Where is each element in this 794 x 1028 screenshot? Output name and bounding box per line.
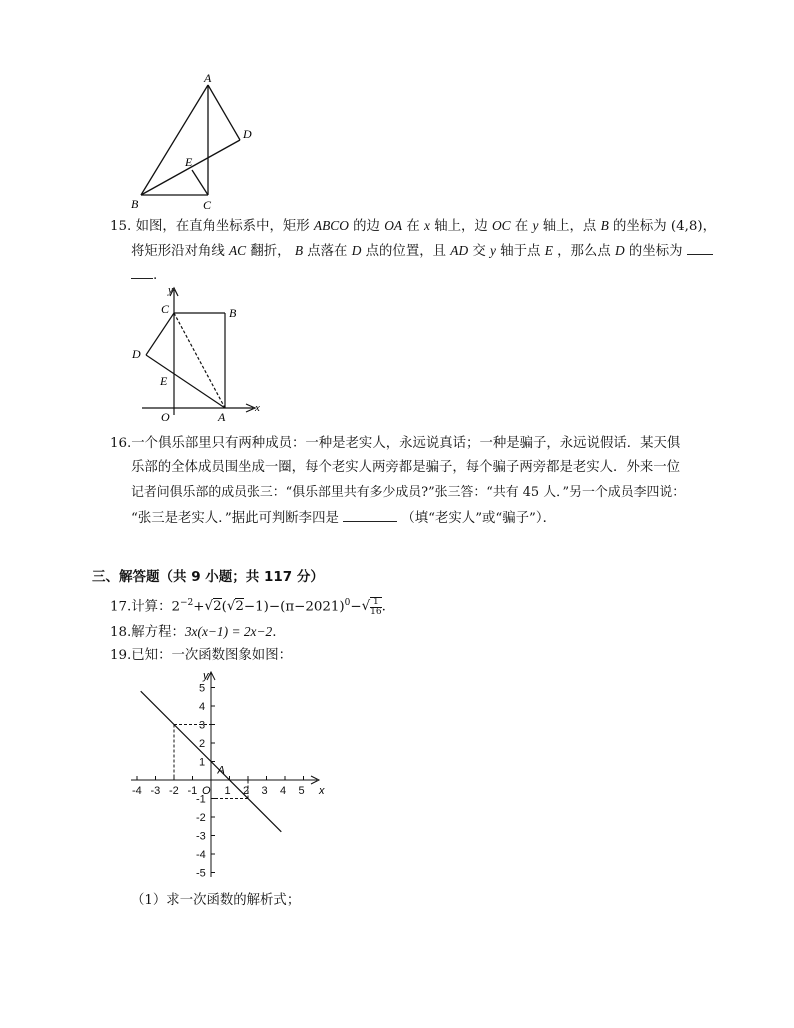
sqrt-symbol-2: √ bbox=[226, 598, 236, 614]
graph19-x-tick-label: 5 bbox=[298, 785, 305, 797]
q19-sub-1: （1）求一次函数的解析式； bbox=[131, 893, 301, 908]
figure-14 bbox=[125, 70, 265, 210]
fig15-label-a: A bbox=[218, 410, 226, 424]
fig15-label-x: x bbox=[255, 402, 260, 414]
graph19-y-tick-label: -5 bbox=[196, 867, 206, 880]
graph19-y-tick-label: 3 bbox=[199, 719, 206, 732]
q16-line-3: 记者问俱乐部的成员张三：“俱乐部里共有多少成员?”张三答：“共有 45 人．”另一个成员李四说： bbox=[131, 485, 686, 500]
graph19-x-label: x bbox=[319, 785, 325, 797]
graph19-x-tick-label: -1 bbox=[187, 785, 198, 797]
sqrt-symbol: √ bbox=[204, 598, 214, 614]
graph19-x-tick-label: -2 bbox=[169, 785, 179, 797]
fig15-label-b: B bbox=[229, 306, 237, 320]
graph19-x-tick-label: 4 bbox=[280, 785, 287, 797]
q16-line-4: “张三是老实人．”据此可判断李四是 （填“老实人”或“骗子”）． bbox=[131, 511, 556, 526]
graph19-y-tick-label: -2 bbox=[196, 812, 206, 824]
graph19-x-tick-label: -3 bbox=[150, 785, 161, 797]
figure-15 bbox=[128, 280, 268, 425]
graph19-y-label: y bbox=[203, 670, 209, 682]
q19: 19.已知：一次函数图象如图： bbox=[110, 648, 292, 663]
graph19-point-a-label: A bbox=[217, 764, 225, 777]
graph19-y-tick-label: 5 bbox=[199, 682, 206, 695]
graph-19 bbox=[125, 665, 335, 885]
graph19-x-tick-label: 2 bbox=[243, 785, 250, 797]
graph19-y-tick-label: 1 bbox=[199, 756, 206, 769]
q16-answer-blank[interactable] bbox=[343, 509, 397, 522]
section-3-title: 三、解答题（共 9 小题；共 117 分） bbox=[92, 569, 324, 585]
fig15-label-y: y bbox=[168, 284, 173, 296]
graph19-y-tick-label: -4 bbox=[196, 849, 206, 861]
q16-line-2: 乐部的全体成员围坐成一圈，每个老实人两旁都是骗子，每个骗子两旁都是老实人．外来一位 bbox=[131, 460, 681, 475]
graph19-x-tick-label: 3 bbox=[261, 785, 268, 797]
fig15-label-o: O bbox=[161, 410, 170, 424]
q15-answer-blank[interactable] bbox=[687, 242, 713, 255]
q15-line-1: 15. 如图，在直角坐标系中，矩形 ABCO 的边 OA 在 x 轴上，边 OC 在 y 轴上，点 B 的坐标为 (4,8)， bbox=[110, 218, 717, 234]
graph19-y-tick-label: -1 bbox=[196, 793, 206, 806]
fraction: $\frac{1}{16}$ bbox=[370, 596, 382, 617]
fig14-label-b: B bbox=[131, 197, 139, 210]
fig15-label-e: E bbox=[160, 374, 168, 388]
graph19-origin-label: O bbox=[202, 785, 211, 797]
q15-line-3: . bbox=[131, 266, 157, 284]
graph19-y-tick-label: 2 bbox=[199, 738, 206, 750]
q15-answer-blank-cont[interactable] bbox=[131, 266, 153, 279]
q17: 17.计算：$2^{-2}+√2(√2-1)-(\pi-2021)^0-√$ $\frac{1}{16}$ . bbox=[110, 596, 386, 617]
fig15-label-d: D bbox=[132, 347, 141, 361]
fig14-label-e: E bbox=[185, 155, 193, 169]
graph19-x-tick-label: 1 bbox=[224, 785, 231, 797]
graph19-x-tick-label: -4 bbox=[132, 785, 142, 797]
q18: 18.解方程：3x(x−1) = 2x−2. bbox=[110, 624, 277, 640]
graph19-y-tick-label: 4 bbox=[199, 701, 206, 713]
sqrt-symbol-3: √ bbox=[361, 598, 371, 614]
q15-line-2: 将矩形沿对角线 AC 翻折， B 点落在 D 点的位置，且 AD 交 y 轴于点 E ，那么点 D 的坐标为 bbox=[131, 242, 713, 260]
fig15-label-c: C bbox=[161, 302, 170, 316]
graph19-y-tick-label: -3 bbox=[196, 830, 206, 843]
q16-line-1: 16.一个俱乐部里只有两种成员：一种是老实人，永远说真话；一种是骗子，永远说假话．某天俱 bbox=[110, 436, 681, 451]
fig14-label-a: A bbox=[204, 71, 212, 85]
fig14-label-d: D bbox=[243, 127, 252, 141]
fig14-label-c: C bbox=[203, 198, 212, 210]
